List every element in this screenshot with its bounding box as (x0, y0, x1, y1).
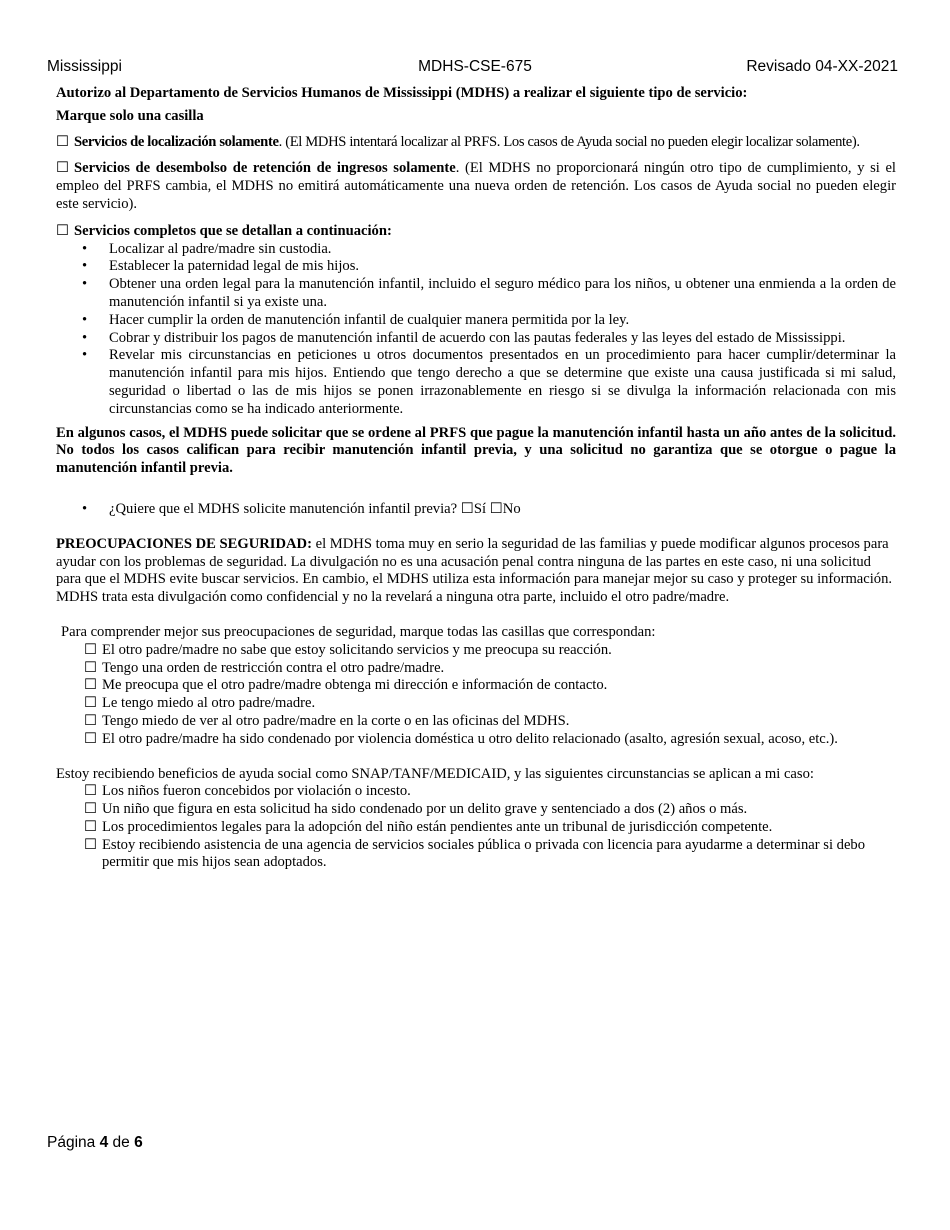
prior-support-question (109, 501, 896, 519)
checkbox-locate[interactable]: ☐ (56, 133, 69, 150)
list-item: • Hacer cumplir la orden de manutención infantil de cualquier manera permitida por la ley. (109, 312, 896, 330)
checkbox-disburse[interactable]: ☐ (56, 160, 70, 177)
total-pages: 6 (134, 1134, 143, 1151)
checkbox[interactable]: ☐ (84, 695, 98, 712)
checkbox[interactable]: ☐ (84, 641, 98, 658)
benefits-item (84, 801, 896, 819)
prior-support-question-text: ¿Quiere que el MDHS solicite manutención infantil previa? (109, 500, 458, 517)
page-number (47, 1134, 143, 1152)
option-locate-text: . (El MDHS intentará localizar al PRFS. Los casos de Ayuda social no pueden elegir localizar solamente). (278, 133, 860, 150)
benefits-item-label: Los niños fueron concebidos por violación o incesto. (102, 783, 411, 800)
list-item: • Establecer la paternidad legal de mis hijos. (109, 258, 896, 276)
prior-support-question-list (56, 501, 896, 519)
safety-item-label: Le tengo miedo al otro padre/madre. (102, 695, 316, 712)
benefits-item-label: Los procedimientos legales para la adopción del niño están pendientes ante un tribunal de jurisdicción competente. (102, 818, 773, 835)
benefits-item-label: Estoy recibiendo asistencia de una agencia de servicios sociales pública o privada con licencia para ayudarme a determinar si debo permitir que mis hijos sean adoptados. (102, 836, 866, 871)
safety-item (84, 677, 896, 695)
list-item: • Localizar al padre/madre sin custodia. (109, 241, 896, 259)
header-revision: Revisado 04-XX-2021 (746, 58, 898, 75)
authorization-instruction: Marque solo una casilla (56, 107, 204, 124)
prior-support-notice: En algunos casos, el MDHS puede solicitar que se ordene al PRFS que pague la manutención infantil hasta un año antes de la solicitud. No todos los casos califican para recibir manutención infantil previa, y una solicitud no garantiza que se otorgue o pague la manutención infantil previa. (56, 424, 896, 477)
current-page: 4 (99, 1134, 109, 1151)
safety-item-label: El otro padre/madre no sabe que estoy solicitando servicios y me preocupa su reacción. (102, 641, 612, 658)
safety-text: el MDHS toma muy en serio la seguridad de las familias y puede modificar algunos procesos para ayudar con los problemas de seguridad. La divulgación no es una acusación penal contra ninguna de las partes en este caso, ni una solicitud para que el MDHS evite buscar servicios. En cambio, el MDHS utiliza esta información para manejar mejor su caso y proteger su información. MDHS trata esta divulgación como confidencial y no la revelará a ninguna otra parte, incluido el otro padre/madre. (56, 535, 893, 606)
checkbox[interactable]: ☐ (84, 659, 98, 676)
option-locate-title: Servicios de localización solamente (74, 133, 279, 150)
option-disburse (56, 160, 896, 213)
option-locate (56, 134, 896, 152)
option-full-title: Servicios completos que se detallan a continuación: (74, 222, 392, 239)
no-label: No (502, 500, 521, 517)
benefits-item (84, 819, 896, 837)
list-item: • Revelar mis circunstancias en peticiones u otros documentos presentados en un procedimiento para hacer cumplir/determinar la manutención infantil para mis hijos. Entiendo que tengo derecho a que se determine que existe una causa justificada si mi salud, seguridad o libertad o las de mis hijos se ponen irrazonablemente en riesgo si se divulga la información relacionada con mis circunstancias como se ha indicado anteriormente. (109, 347, 896, 418)
benefits-checklist (56, 783, 896, 872)
option-full (56, 223, 896, 241)
checkbox[interactable]: ☐ (84, 712, 98, 729)
checkbox[interactable]: ☐ (84, 730, 98, 747)
checkbox[interactable]: ☐ (84, 783, 98, 800)
benefits-prompt: Estoy recibiendo beneficios de ayuda social como SNAP/TANF/MEDICAID, y las siguientes circunstancias se aplican a mi caso: (56, 765, 814, 782)
option-disburse-title: Servicios de desembolso de retención de ingresos solamente (74, 160, 456, 177)
option-disburse-text: . (El MDHS no proporcionará ningún otro tipo de cumplimiento, y si el empleo del PRFS cambia, el MDHS no emitirá automáticamente una nueva orden de retención. Los casos de Ayuda social no pueden elegir este servicio). (56, 160, 896, 212)
checkbox[interactable]: ☐ (84, 677, 98, 694)
safety-item-label: El otro padre/madre ha sido condenado por violencia doméstica u otro delito relacionado (asalto, agresión sexual, acoso, etc.). (102, 730, 838, 747)
safety-item-label: Tengo una orden de restricción contra el otro padre/madre. (102, 659, 445, 676)
checkbox[interactable]: ☐ (84, 818, 98, 835)
safety-item (84, 695, 896, 713)
full-services-list (56, 241, 896, 419)
page-word: Página (47, 1134, 96, 1151)
safety-item (84, 642, 896, 660)
safety-item-label: Me preocupa que el otro padre/madre obtenga mi dirección e información de contacto. (102, 677, 608, 694)
form-content (56, 85, 896, 872)
checkbox[interactable]: ☐ (84, 801, 98, 818)
safety-item (84, 731, 896, 749)
yes-label: Sí (473, 500, 487, 517)
header-form-id: MDHS-CSE-675 (418, 58, 532, 75)
safety-item (84, 713, 896, 731)
checkbox-full[interactable]: ☐ (56, 222, 70, 239)
safety-checklist (56, 642, 896, 749)
safety-item (84, 660, 896, 678)
checkbox-yes[interactable]: ☐ (460, 500, 474, 517)
benefits-item (84, 783, 896, 801)
checkbox-no[interactable]: ☐ (489, 500, 503, 517)
benefits-item (84, 837, 896, 873)
authorization-intro: Autorizo al Departamento de Servicios Humanos de Mississippi (MDHS) a realizar el siguiente tipo de servicio: (56, 85, 748, 101)
list-item: • Obtener una orden legal para la manutención infantil, incluido el seguro médico para los niños, u obtener una enmienda a la orden de manutención infantil si ya existe una. (109, 276, 896, 312)
safety-concerns (56, 536, 896, 607)
safety-prompt: Para comprender mejor sus preocupaciones de seguridad, marque todas las casillas que correspondan: (61, 623, 656, 640)
of-word: de (112, 1134, 130, 1151)
safety-item-label: Tengo miedo de ver al otro padre/madre en la corte o en las oficinas del MDHS. (102, 712, 570, 729)
header-state: Mississippi (47, 58, 122, 75)
benefits-item-label: Un niño que figura en esta solicitud ha sido condenado por un delito grave y sentenciado a dos (2) años o más. (102, 801, 748, 818)
safety-heading: PREOCUPACIONES DE SEGURIDAD: (56, 535, 312, 552)
list-item: • Cobrar y distribuir los pagos de manutención infantil de acuerdo con las pautas federales y las leyes del estado de Mississippi. (109, 330, 896, 348)
checkbox[interactable]: ☐ (84, 836, 98, 853)
